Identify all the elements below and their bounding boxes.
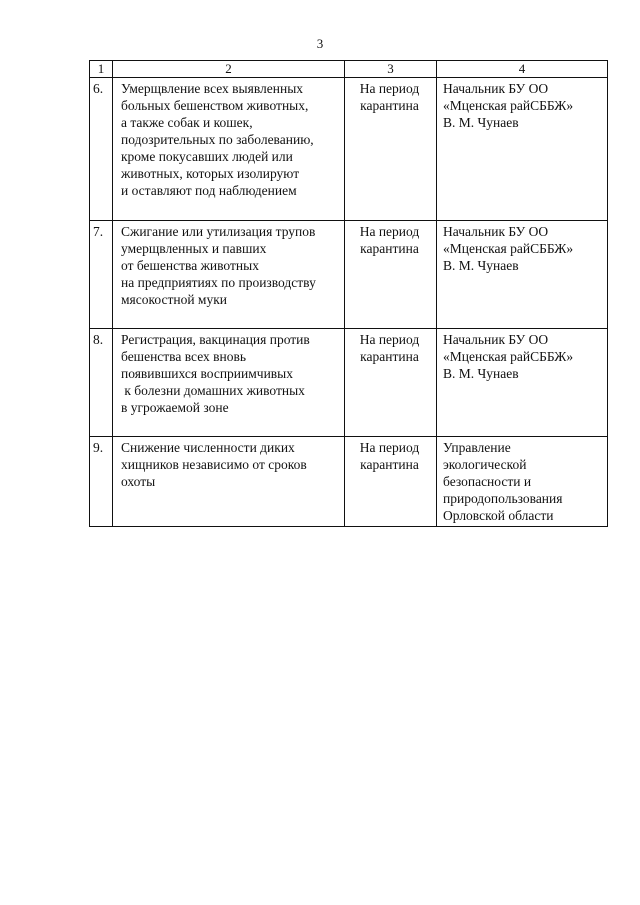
responsible-line: экологической <box>443 457 527 472</box>
responsible-line: Орловской области <box>443 508 554 523</box>
measure-line: хищников независимо от сроков <box>121 457 307 472</box>
row-number: 8. <box>90 329 113 437</box>
responsible-line: природопользования <box>443 491 563 506</box>
responsible-line: В. М. Чунаев <box>443 115 519 130</box>
responsible-line: «Мценская райСББЖ» <box>443 241 574 256</box>
measure-cell <box>113 437 345 527</box>
measure-line: на предприятиях по производству <box>121 275 316 290</box>
measure-line: и оставляют под наблюдением <box>121 183 297 198</box>
measure-line: появившихся восприимчивых <box>121 366 293 381</box>
measure-line: охоты <box>121 474 156 489</box>
measure-line: в угрожаемой зоне <box>121 400 229 415</box>
period-line: На период <box>359 224 420 239</box>
measure-line: Сжигание или утилизация трупов <box>121 224 316 239</box>
header-col-4: 4 <box>437 61 608 78</box>
measure-line: животных, которых изолируют <box>121 166 300 181</box>
row-number: 7. <box>90 221 113 329</box>
responsible-cell <box>437 78 608 221</box>
period-line: На период <box>359 440 420 455</box>
period-cell <box>345 329 437 437</box>
measure-line: бешенства всех вновь <box>121 349 247 364</box>
measure-line: умерщвленных и павших <box>121 241 267 256</box>
row-number: 6. <box>90 78 113 221</box>
table-row <box>90 329 608 437</box>
measure-line: от бешенства животных <box>121 258 259 273</box>
measure-line: больных бешенством животных, <box>121 98 309 113</box>
table-header-row <box>90 61 608 78</box>
responsible-line: «Мценская райСББЖ» <box>443 349 574 364</box>
measure-line: мясокостной муки <box>121 292 227 307</box>
period-cell <box>345 221 437 329</box>
measure-cell <box>113 329 345 437</box>
measure-cell <box>113 78 345 221</box>
measure-line: Регистрация, вакцинация против <box>121 332 310 347</box>
period-line: карантина <box>360 98 419 113</box>
responsible-line: Начальник БУ ОО <box>443 224 549 239</box>
responsible-cell <box>437 437 608 527</box>
measure-line: кроме покусавших людей или <box>121 149 293 164</box>
row-number: 9. <box>90 437 113 527</box>
header-col-2: 2 <box>113 61 345 78</box>
measure-line: Снижение численности диких <box>121 440 295 455</box>
responsible-cell <box>437 329 608 437</box>
measure-cell <box>113 221 345 329</box>
measures-table <box>89 60 608 527</box>
header-col-3: 3 <box>345 61 437 78</box>
period-line: карантина <box>360 349 419 364</box>
responsible-cell <box>437 221 608 329</box>
period-line: карантина <box>360 457 419 472</box>
responsible-line: Начальник БУ ОО <box>443 81 549 96</box>
table-row <box>90 221 608 329</box>
period-cell <box>345 78 437 221</box>
responsible-line: Начальник БУ ОО <box>443 332 549 347</box>
responsible-line: Управление <box>443 440 511 455</box>
responsible-line: В. М. Чунаев <box>443 366 519 381</box>
table-row <box>90 78 608 221</box>
responsible-line: безопасности и <box>443 474 532 489</box>
period-line: карантина <box>360 241 419 256</box>
measure-line: Умерщвление всех выявленных <box>121 81 304 96</box>
measure-line: подозрительных по заболеванию, <box>121 132 314 147</box>
responsible-line: «Мценская райСББЖ» <box>443 98 574 113</box>
measure-line: к болезни домашних животных <box>121 383 305 398</box>
period-line: На период <box>359 81 420 96</box>
measure-line: а также собак и кошек, <box>121 115 253 130</box>
table-row <box>90 437 608 527</box>
responsible-line: В. М. Чунаев <box>443 258 519 273</box>
page-number: 3 <box>316 36 324 51</box>
period-cell <box>345 437 437 527</box>
period-line: На период <box>359 332 420 347</box>
header-col-1: 1 <box>90 61 113 78</box>
